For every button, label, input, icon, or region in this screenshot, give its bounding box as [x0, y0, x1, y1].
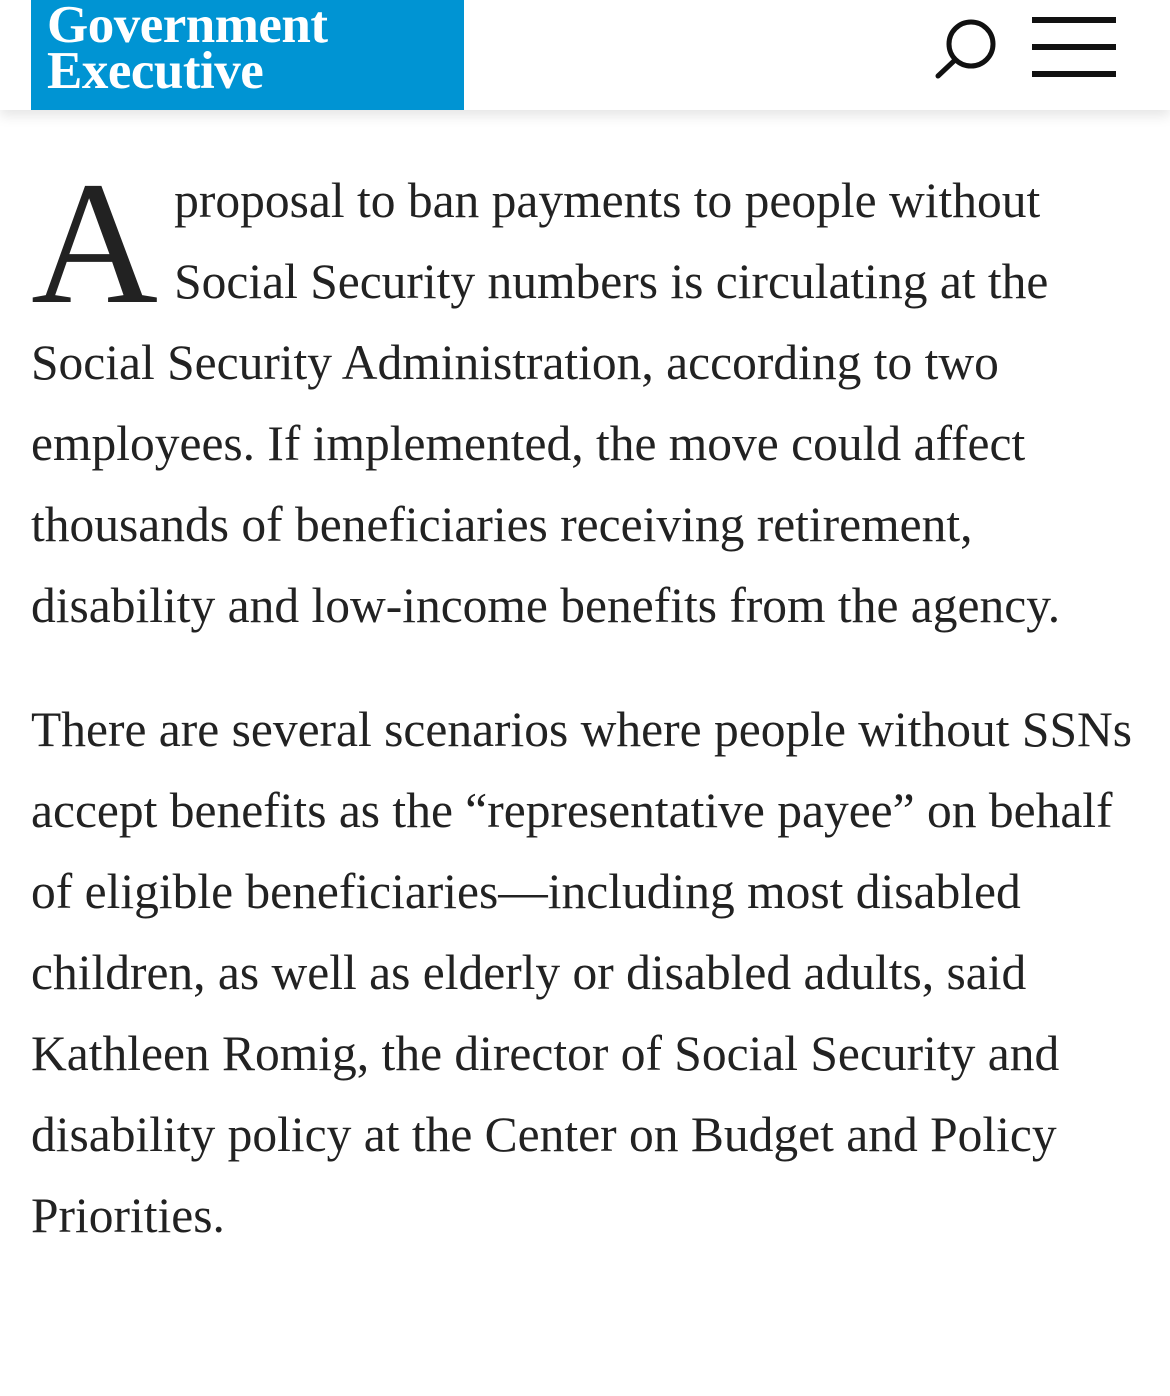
- drop-cap: A: [31, 146, 159, 341]
- site-header: [0, 0, 1170, 110]
- paragraph-1-text: proposal to ban payments to people without Social Security numbers is circulating at the Social Security Administration, according to two employees. If implemented, the move could affect thousands of beneficiaries receiving retirement, disability and low-income benefits from the agency.: [31, 173, 1061, 633]
- logo-line-government: Government: [47, 0, 328, 54]
- article-paragraph-2: There are several scenarios where people without SSNs accept benefits as the “representative payee” on behalf of eligible beneficiaries—including most disabled children, as well as elderly or disabled adults, said Kathleen Romig, the director of Social Security and disability policy at the Center on Budget and Policy Priorities.: [31, 702, 1132, 1243]
- menu-button[interactable]: [1030, 14, 1118, 80]
- logo-line-executive: Executive: [47, 42, 264, 100]
- site-logo[interactable]: [31, 0, 464, 110]
- article-body: [31, 146, 1141, 1299]
- search-button[interactable]: [930, 14, 1002, 84]
- article-paragraph-1: [31, 146, 1141, 646]
- search-icon: [930, 14, 1002, 84]
